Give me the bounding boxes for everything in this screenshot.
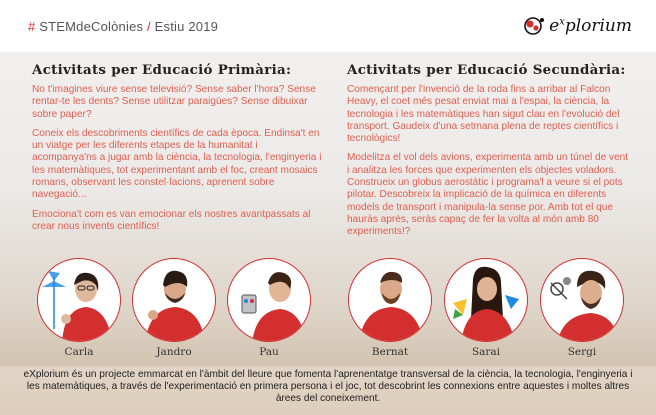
- member-name: Sarai: [471, 346, 501, 358]
- member-name: Pau: [259, 346, 279, 358]
- footer-text: eXplorium és un projecte emmarcat en l'àmbit del lleure que fomenta l'aprenentatge transversal de la ciència, la tecnologia, l'enginyeria i les matemàtiques, a través de l'experimentació en primera persona i el joc, tot descobrint les connexions entre aquestes i moltes altres àrees del coneixement.: [23, 369, 633, 404]
- secondary-paragraph: Modelitza el vol dels avions, experimenta amb un túnel de vent i analitza les forces que experimenten els objectes voladors. Construeix un globus aerostàtic i programa'l a veure si el pots pilotar. Descobreix la implicació de la química en diferents models de transport i manipula-la sense por. Amb tot el que hauràs après, seràs capaç de fer la volta al món amb 80 experiments!?: [347, 152, 629, 238]
- primary-paragraph: No t'imagines viure sense televisió? Sense saber l'hora? Sense rentar-te les dents? Sense utilitzar paraigües? Sense dibuixar sobre paper?: [32, 84, 316, 120]
- footer-description: [0, 366, 656, 415]
- secondary-team: [348, 258, 624, 358]
- person-with-windmill-icon: [38, 259, 121, 342]
- primary-section: [32, 62, 322, 240]
- avatar: [348, 258, 432, 342]
- molecule-logo-icon: [521, 15, 547, 37]
- person-with-robot-icon: [228, 259, 311, 342]
- season-text: Estiu 2019: [154, 18, 219, 34]
- avatar: [132, 258, 216, 342]
- team-member-card: [227, 258, 311, 358]
- member-name: Bernat: [371, 346, 409, 358]
- team-member-card: [540, 258, 624, 358]
- person-icon: [133, 259, 216, 342]
- header-bar: [0, 0, 656, 52]
- avatar: [227, 258, 311, 342]
- member-name: Sergi: [567, 346, 597, 358]
- avatar: [37, 258, 121, 342]
- primary-title: Activitats per Educació Primària:: [32, 62, 292, 78]
- secondary-paragraph: Començant per l'invenció de la roda fins a arribar al Falcon Heavy, el coet més pesat enviat mai a l'espai, la ciència, la tecnologia i les matemàtiques han sigut clau en l'evolució del transport. Gaudeix d'una setmana plena de reptes científics i tecnològics!: [347, 84, 620, 145]
- primary-paragraph: Coneix els descobriments científics de cada època. Endinsa't en un viatge per les diferents etapes de la humanitat i acompanya'ns a jugar amb la ciència, la tecnologia, l'enginyeria i les matemàtiques, tot experimentant amb el foc, creant mosaics romans, observant les constel·lacions, aprenent sobre navegació...: [32, 127, 322, 201]
- team-member-card: [348, 258, 432, 358]
- avatar: [540, 258, 624, 342]
- hashtag-text: STEMdeColònies: [39, 18, 144, 34]
- explorium-logo: [521, 15, 632, 37]
- logo-wordmark: $e^xplorium$: [549, 16, 632, 36]
- team-member-card: [37, 258, 121, 358]
- secondary-title: Activitats per Educació Secundària:: [347, 62, 626, 78]
- campaign-tagline: [28, 19, 218, 34]
- member-name: Carla: [64, 346, 94, 358]
- tagline-separator: /: [147, 18, 151, 34]
- person-with-shapes-icon: [445, 259, 528, 342]
- primary-paragraph: Emociona't com es van emocionar els nostres avantpassats al crear nous invents científics!: [32, 208, 311, 232]
- member-name: Jandro: [156, 346, 192, 358]
- person-with-model-icon: [541, 259, 624, 342]
- team-member-card: [444, 258, 528, 358]
- primary-team: [37, 258, 311, 358]
- hash-symbol: #: [28, 18, 36, 34]
- secondary-section: [347, 62, 629, 246]
- person-icon: [349, 259, 432, 342]
- team-member-card: [132, 258, 216, 358]
- avatar: [444, 258, 528, 342]
